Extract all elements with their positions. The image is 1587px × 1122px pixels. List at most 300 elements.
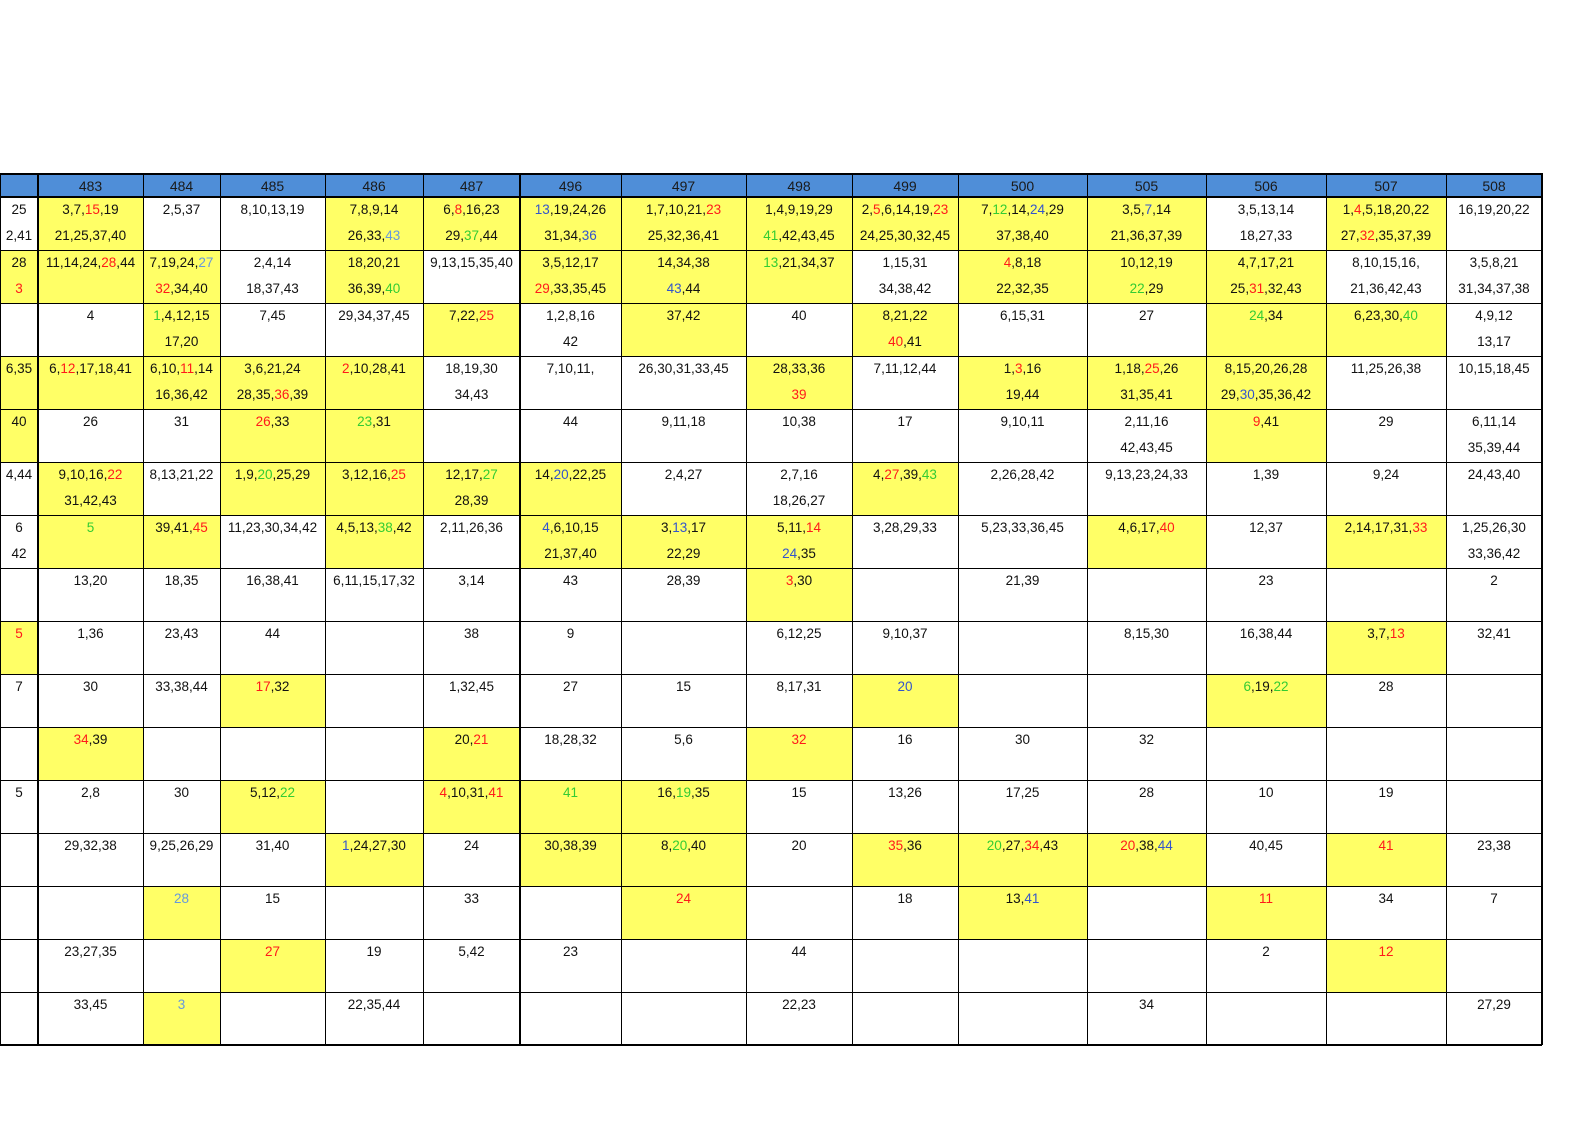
table-cell	[0, 409, 38, 462]
cell-text: 18,19,30	[445, 361, 498, 376]
cell-text: 5	[15, 626, 23, 641]
column-header: 506	[1206, 173, 1326, 197]
cell-text: 23,31	[357, 414, 391, 429]
table-cell	[1087, 568, 1206, 621]
table-cell	[746, 356, 852, 409]
cell-text	[220, 727, 325, 753]
table-cell	[1206, 727, 1326, 780]
cell-text: 7,22,25	[448, 308, 495, 323]
table-cell	[958, 250, 1087, 303]
table-cell	[143, 886, 220, 939]
cell-text: 3,28,29,33	[873, 520, 937, 535]
table-cell	[852, 409, 958, 462]
cell-text: 31,35,41	[1120, 387, 1173, 402]
table-cell	[520, 197, 621, 250]
table-cell	[1446, 727, 1542, 780]
cell-text: 25,31,32,43	[1230, 281, 1302, 296]
table-cell	[325, 621, 423, 674]
table-cell	[520, 992, 621, 1045]
cell-text: 11,25,26,38	[1350, 361, 1422, 376]
table-cell	[423, 303, 520, 356]
table-cell	[423, 780, 520, 833]
table-cell	[38, 992, 143, 1045]
cell-text: 8,10,15,16,	[1352, 255, 1420, 270]
cell-text	[958, 674, 1087, 700]
cell-text: 18,20,21	[347, 255, 401, 270]
table-cell	[1326, 515, 1446, 568]
table-cell	[621, 727, 746, 780]
table-cell	[520, 780, 621, 833]
cell-text: 14,34,38	[657, 255, 710, 270]
table-cell	[520, 939, 621, 992]
table-cell	[520, 674, 621, 727]
cell-text: 6,11,15,17,32	[333, 573, 415, 588]
cell-text: 22,29	[666, 546, 701, 561]
table-cell	[325, 727, 423, 780]
cell-text	[1087, 886, 1206, 912]
column-header: 485	[220, 173, 325, 197]
cell-text	[958, 621, 1087, 647]
table-cell	[746, 674, 852, 727]
table-cell	[423, 833, 520, 886]
cell-text: 43	[562, 573, 579, 588]
cell-text: 33,45	[73, 997, 108, 1012]
cell-text: 44	[562, 414, 579, 429]
table-cell	[220, 621, 325, 674]
cell-text: 35,39,44	[1467, 440, 1521, 455]
table-cell	[746, 886, 852, 939]
table-cell	[423, 568, 520, 621]
cell-text: 37,42	[666, 308, 701, 323]
cell-text: 16	[897, 732, 913, 747]
cell-text: 11,14,24,28,44	[45, 255, 136, 270]
cell-text: 28	[1378, 679, 1394, 694]
cell-text: 34,39	[73, 732, 108, 747]
table-cell	[1446, 250, 1542, 303]
cell-text: 4,6,17,40	[1118, 520, 1175, 535]
table-cell	[220, 833, 325, 886]
table-cell	[325, 833, 423, 886]
grid-line	[0, 356, 1542, 357]
cell-text: 23,43	[164, 626, 199, 641]
cell-text: 34	[1138, 997, 1155, 1012]
table-cell	[746, 621, 852, 674]
table-cell	[1087, 886, 1206, 939]
cell-text: 2,5,37	[162, 202, 201, 217]
table-cell	[143, 356, 220, 409]
table-cell	[958, 727, 1087, 780]
table-cell	[143, 197, 220, 250]
table-cell	[852, 462, 958, 515]
cell-text: 41	[1378, 838, 1394, 853]
cell-text	[325, 727, 423, 753]
cell-text: 19	[1378, 785, 1394, 800]
cell-text: 1,4,9,19,29	[765, 202, 833, 217]
table-cell	[1326, 674, 1446, 727]
table-cell	[143, 515, 220, 568]
cell-text: 31,34,36	[544, 228, 597, 243]
grid-line	[0, 621, 1542, 622]
cell-text: 11	[1258, 891, 1273, 906]
table-cell	[0, 197, 38, 250]
table-cell	[325, 674, 423, 727]
cell-text: 19	[366, 944, 382, 959]
cell-text: 2,4,14	[253, 255, 292, 270]
table-cell	[143, 462, 220, 515]
table-cell	[325, 462, 423, 515]
table-cell	[325, 303, 423, 356]
cell-text: 26,33	[255, 414, 290, 429]
cell-text: 28,39	[454, 493, 489, 508]
cell-text	[621, 621, 746, 647]
table-cell	[143, 780, 220, 833]
column-header: 508	[1446, 173, 1542, 197]
table-cell	[325, 886, 423, 939]
table-cell	[1087, 462, 1206, 515]
table-cell	[325, 515, 423, 568]
column-header: 496	[520, 173, 621, 197]
cell-text: 8,20,40	[660, 838, 707, 853]
cell-text: 19,44	[1005, 387, 1040, 402]
cell-text: 35,36	[888, 838, 922, 853]
table-cell	[1087, 621, 1206, 674]
cell-text	[1087, 939, 1206, 965]
table-cell	[1206, 356, 1326, 409]
cell-text: 20,38,44	[1120, 838, 1173, 853]
cell-text: 21,25,37,40	[54, 228, 127, 243]
cell-text: 1,2,8,16	[546, 308, 595, 323]
table-cell	[746, 250, 852, 303]
table-cell	[621, 515, 746, 568]
cell-text	[1326, 992, 1446, 1018]
cell-text	[0, 992, 38, 1018]
grid-line	[0, 780, 1542, 781]
table-cell	[958, 568, 1087, 621]
cell-text: 18	[897, 891, 913, 906]
cell-text: 36,39,40	[347, 281, 401, 296]
table-cell	[621, 621, 746, 674]
table-cell	[1087, 780, 1206, 833]
table-cell	[1206, 409, 1326, 462]
table-cell	[852, 674, 958, 727]
grid-line	[0, 303, 1542, 304]
table-cell	[958, 515, 1087, 568]
cell-text: 6,12,25	[776, 626, 822, 641]
cell-text: 28	[11, 255, 27, 270]
table-cell	[520, 250, 621, 303]
cell-text: 24,35	[782, 546, 816, 561]
table-cell	[1206, 250, 1326, 303]
cell-text: 30	[82, 679, 99, 694]
cell-text	[958, 992, 1087, 1018]
table-cell	[0, 303, 38, 356]
cell-text: 7	[1490, 891, 1498, 906]
table-cell	[1446, 833, 1542, 886]
cell-text: 31	[173, 414, 190, 429]
cell-text: 29,32,38	[64, 838, 117, 853]
table-cell	[746, 833, 852, 886]
cell-text: 23,27,35	[64, 944, 117, 959]
table-cell	[0, 833, 38, 886]
cell-text: 6,11,14	[1471, 414, 1517, 429]
cell-text: 9,10,11	[1000, 414, 1045, 429]
table-cell	[0, 621, 38, 674]
table-cell	[746, 727, 852, 780]
table-cell	[520, 833, 621, 886]
table-cell	[621, 303, 746, 356]
table-cell	[852, 621, 958, 674]
table-cell	[1326, 780, 1446, 833]
cell-text: 8,13,21,22	[149, 467, 214, 482]
table-cell	[1326, 833, 1446, 886]
table-cell	[1087, 727, 1206, 780]
table-cell	[143, 568, 220, 621]
cell-text: 16,19,20,22	[1458, 202, 1530, 217]
cell-text: 33,36,42	[1467, 546, 1521, 561]
table-cell	[1446, 462, 1542, 515]
cell-text: 21,36,37,39	[1110, 228, 1183, 243]
cell-text	[621, 992, 746, 1018]
cell-text: 34	[1378, 891, 1394, 906]
table-cell	[38, 462, 143, 515]
cell-text: 5,11,14	[776, 520, 822, 535]
cell-text: 6,10,11,14	[150, 361, 213, 376]
table-cell	[1446, 992, 1542, 1045]
cell-text: 17,20	[164, 334, 199, 349]
cell-text: 8,21,22	[882, 308, 928, 323]
grid-line	[0, 886, 1542, 887]
cell-text: 4,10,31,41	[439, 785, 504, 800]
table-cell	[38, 886, 143, 939]
cell-text: 15	[675, 679, 692, 694]
table-cell	[1446, 674, 1542, 727]
cell-text: 4,7,17,21	[1237, 255, 1295, 270]
table-cell	[621, 197, 746, 250]
table-cell	[1087, 356, 1206, 409]
table-cell	[325, 568, 423, 621]
table-cell	[0, 250, 38, 303]
cell-text: 13,20	[73, 573, 108, 588]
cell-text: 23	[562, 944, 579, 959]
cell-text: 31,34,37,38	[1458, 281, 1530, 296]
table-cell	[1087, 303, 1206, 356]
table-cell	[423, 674, 520, 727]
table-cell	[621, 780, 746, 833]
cell-text: 27,29	[1477, 997, 1511, 1012]
cell-text: 21,39	[1005, 573, 1040, 588]
table-cell	[1446, 197, 1542, 250]
table-cell	[220, 727, 325, 780]
cell-text: 3,5,13,14	[1237, 202, 1295, 217]
table-cell	[520, 515, 621, 568]
table-cell	[852, 939, 958, 992]
cell-text: 20	[897, 679, 913, 694]
table-cell	[520, 409, 621, 462]
table-cell	[958, 992, 1087, 1045]
cell-text: 7,45	[259, 308, 286, 323]
grid-line	[0, 409, 1542, 410]
cell-text: 3,30	[785, 573, 813, 588]
grid-line	[0, 462, 1542, 463]
table-cell	[0, 515, 38, 568]
grid-line	[0, 833, 1542, 834]
table-cell	[423, 727, 520, 780]
cell-text: 13,26	[888, 785, 922, 800]
column-header: 483	[38, 173, 143, 197]
cell-text	[0, 886, 38, 912]
cell-text: 16,38,44	[1239, 626, 1293, 641]
cell-text: 7,19,24,27	[149, 255, 214, 270]
table-cell	[423, 356, 520, 409]
cell-text	[1326, 727, 1446, 753]
table-cell	[38, 409, 143, 462]
table-cell	[852, 356, 958, 409]
cell-text: 17,25	[1005, 785, 1040, 800]
cell-text	[1446, 939, 1542, 965]
column-header: 497	[621, 173, 746, 197]
cell-text: 28,39	[666, 573, 701, 588]
cell-text: 5,23,33,36,45	[981, 520, 1064, 535]
cell-text: 3,6,21,24	[244, 361, 301, 376]
table-cell	[38, 197, 143, 250]
column-header: 484	[143, 173, 220, 197]
cell-text: 3,5,8,21	[1469, 255, 1519, 270]
cell-text	[1087, 674, 1206, 700]
table-cell	[746, 939, 852, 992]
table-cell	[0, 568, 38, 621]
cell-text: 33	[463, 891, 480, 906]
cell-text: 23,38	[1477, 838, 1511, 853]
cell-text: 16,19,35	[657, 785, 710, 800]
cell-text: 22,35,44	[347, 997, 401, 1012]
cell-text	[852, 568, 958, 594]
cell-text: 9,13,15,35,40	[430, 255, 513, 270]
cell-text: 1,15,31	[882, 255, 928, 270]
cell-text: 4,6,10,15	[542, 520, 599, 535]
table-cell	[1087, 674, 1206, 727]
cell-text: 6,8,16,23	[443, 202, 500, 217]
table-cell	[958, 939, 1087, 992]
table-cell	[958, 197, 1087, 250]
table-cell	[325, 197, 423, 250]
table-cell	[1087, 515, 1206, 568]
table-cell	[1206, 515, 1326, 568]
cell-text: 7,8,9,14	[349, 202, 399, 217]
table-cell	[1206, 462, 1326, 515]
cell-text: 3,12,16,25	[342, 467, 406, 482]
cell-text: 30	[1014, 732, 1031, 747]
table-cell	[852, 197, 958, 250]
cell-text: 9,41	[1252, 414, 1280, 429]
table-cell	[220, 674, 325, 727]
table-cell	[220, 303, 325, 356]
cell-text: 34,43	[454, 387, 489, 402]
cell-text: 4,44	[5, 467, 33, 482]
cell-text	[220, 992, 325, 1018]
cell-text: 1,4,5,18,20,22	[1342, 202, 1430, 217]
cell-text: 13,41	[1005, 891, 1040, 906]
cell-text: 18,28,32	[544, 732, 597, 747]
cell-text: 28	[1138, 785, 1155, 800]
table-cell	[143, 674, 220, 727]
cell-text: 9,24	[1372, 467, 1400, 482]
cell-text: 3,7,15,19	[62, 202, 119, 217]
table-cell	[520, 356, 621, 409]
table-cell	[423, 250, 520, 303]
table-cell	[38, 780, 143, 833]
cell-text: 15	[791, 785, 807, 800]
cell-text: 17	[897, 414, 913, 429]
table-cell	[1087, 409, 1206, 462]
cell-text: 32,34,40	[155, 281, 208, 296]
table-cell	[325, 939, 423, 992]
cell-text: 7,10,11,	[546, 361, 595, 376]
table-cell	[220, 992, 325, 1045]
table-cell	[38, 250, 143, 303]
cell-text: 6,19,22	[1243, 679, 1289, 694]
table-cell	[0, 992, 38, 1045]
cell-text	[852, 992, 958, 1018]
cell-text	[746, 886, 852, 912]
table-cell	[746, 462, 852, 515]
table-cell	[621, 674, 746, 727]
cell-text: 2,26,28,42	[990, 467, 1055, 482]
cell-text: 6	[15, 520, 23, 535]
table-cell	[38, 303, 143, 356]
cell-text	[621, 939, 746, 965]
table-cell	[1446, 621, 1542, 674]
table-cell	[621, 409, 746, 462]
table-cell	[143, 409, 220, 462]
table-cell	[520, 727, 621, 780]
cell-text: 1,9,20,25,29	[234, 467, 311, 482]
table-cell	[621, 833, 746, 886]
cell-text: 12,17,27	[445, 467, 498, 482]
grid-line	[0, 939, 1542, 940]
cell-text: 3	[177, 997, 186, 1012]
cell-text: 29,30,35,36,42	[1220, 387, 1312, 402]
table-cell	[1326, 992, 1446, 1045]
table-cell	[621, 568, 746, 621]
cell-text: 6,12,17,18,41	[49, 361, 132, 376]
cell-text: 18,26,27	[772, 493, 826, 508]
table-cell	[220, 356, 325, 409]
table-cell	[423, 992, 520, 1045]
cell-text: 2,41	[5, 228, 33, 243]
table-cell	[852, 886, 958, 939]
table-cell	[1206, 939, 1326, 992]
cell-text: 10,12,19	[1120, 255, 1173, 270]
table-cell	[1446, 356, 1542, 409]
cell-text: 14,20,22,25	[534, 467, 607, 482]
table-cell	[852, 780, 958, 833]
cell-text	[958, 939, 1087, 965]
cell-text: 31,42,43	[64, 493, 117, 508]
table-cell	[520, 621, 621, 674]
table-cell	[1326, 939, 1446, 992]
table-cell	[423, 409, 520, 462]
table-cell	[1326, 303, 1446, 356]
cell-text: 3,5,7,14	[1122, 202, 1171, 217]
table-cell	[852, 250, 958, 303]
cell-text: 30,38,39	[544, 838, 597, 853]
cell-text	[325, 621, 423, 647]
cell-text: 41	[562, 785, 579, 800]
cell-text: 11,23,30,34,42	[227, 520, 318, 535]
column-header: 499	[852, 173, 958, 197]
table-cell	[1087, 833, 1206, 886]
table-cell	[220, 886, 325, 939]
